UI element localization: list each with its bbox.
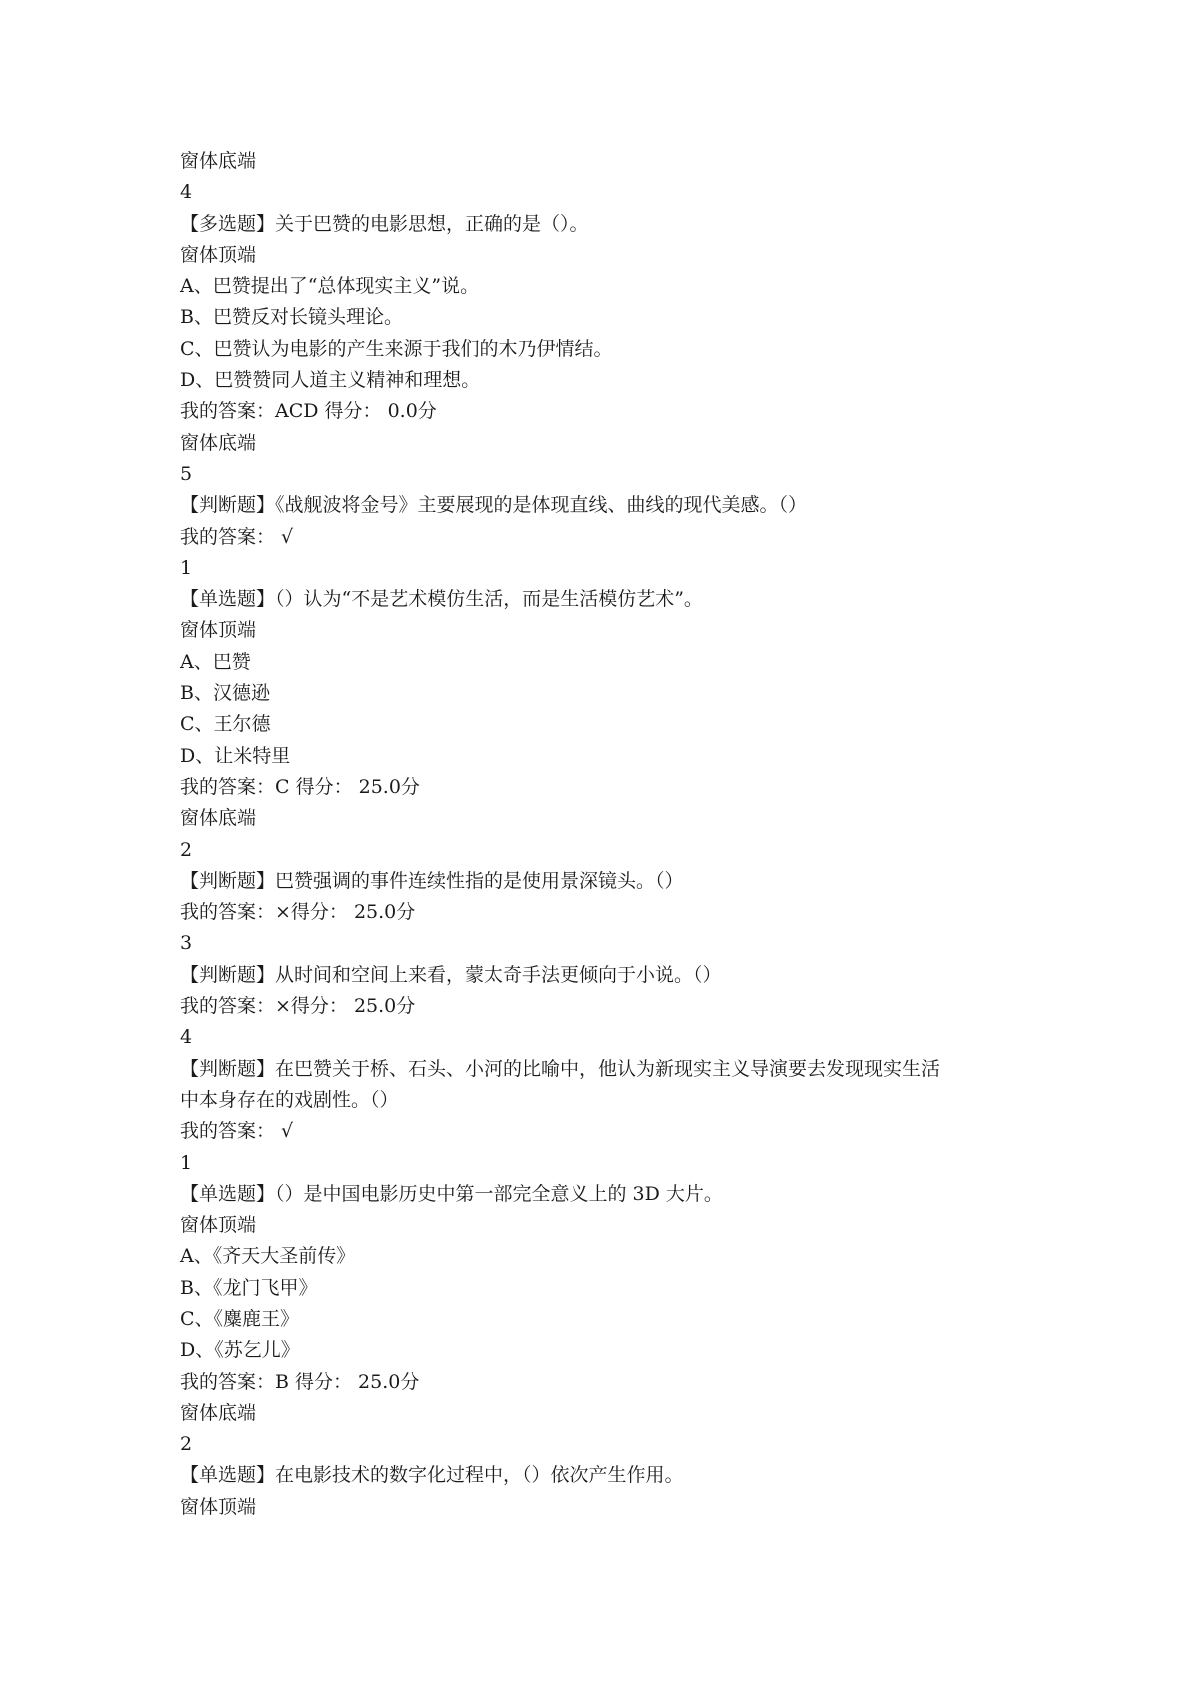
option-d: D、让米特里 (180, 744, 291, 767)
my-answer: 我的答案：B 得分： 25.0分 (180, 1370, 420, 1393)
question-text: 【多选题】关于巴赞的电影思想，正确的是（）。 (180, 212, 589, 235)
my-answer: 我的答案： √ (180, 1120, 294, 1143)
document-body (180, 146, 1040, 1523)
form-bottom-marker: 窗体底端 (180, 431, 257, 454)
my-answer: 我的答案： √ (180, 525, 294, 548)
question-text: 【判断题】在巴赞关于桥、石头、小河的比喻中，他认为新现实主义导演要去发现现实生活 (180, 1057, 941, 1080)
option-a: A、《齐天大圣前传》 (180, 1245, 356, 1268)
form-bottom-marker: 窗体底端 (180, 1401, 257, 1424)
question-number: 2 (180, 1433, 193, 1456)
option-a: A、巴赞提出了“总体现实主义”说。 (180, 275, 480, 298)
my-answer: 我的答案：ACD 得分： 0.0分 (180, 400, 437, 423)
question-text: 【单选题】在电影技术的数字化过程中，（）依次产生作用。 (180, 1464, 684, 1487)
question-text: 【判断题】《战舰波将金号》主要展现的是体现直线、曲线的现代美感。（） (180, 494, 808, 517)
option-b: B、汉德逊 (180, 682, 270, 705)
question-number: 4 (180, 181, 193, 204)
option-c: C、巴赞认为电影的产生来源于我们的木乃伊情结。 (180, 337, 613, 360)
option-b: B、《龙门飞甲》 (180, 1276, 318, 1299)
form-top-marker: 窗体顶端 (180, 1214, 257, 1237)
option-b: B、巴赞反对长镜头理论。 (180, 306, 403, 329)
form-bottom-marker: 窗体底端 (180, 150, 257, 172)
form-top-marker: 窗体顶端 (180, 619, 257, 642)
option-c: C、王尔德 (180, 713, 271, 736)
question-number: 4 (180, 1026, 193, 1049)
my-answer: 我的答案：×得分： 25.0分 (180, 995, 416, 1018)
question-text: 【单选题】（）是中国电影历史中第一部完全意义上的 3D 大片。 (180, 1182, 723, 1205)
question-number: 1 (180, 556, 193, 579)
question-number: 2 (180, 838, 193, 861)
question-number: 3 (180, 932, 193, 955)
option-d: D、《苏乞儿》 (180, 1339, 300, 1362)
question-number: 5 (180, 462, 193, 485)
question-text-continued: 中本身存在的戏剧性。（） (180, 1088, 399, 1111)
my-answer: 我的答案：C 得分： 25.0分 (180, 775, 420, 798)
question-text: 【判断题】从时间和空间上来看，蒙太奇手法更倾向于小说。（） (180, 963, 722, 986)
option-a: A、巴赞 (180, 650, 251, 673)
form-top-marker: 窗体顶端 (180, 1495, 257, 1518)
form-top-marker: 窗体顶端 (180, 243, 257, 266)
question-text: 【单选题】（）认为“不是艺术模仿生活，而是生活模仿艺术”。 (180, 588, 703, 611)
form-bottom-marker: 窗体底端 (180, 807, 257, 830)
option-c: C、《麋鹿王》 (180, 1307, 300, 1330)
question-number: 1 (180, 1151, 193, 1174)
question-text: 【判断题】巴赞强调的事件连续性指的是使用景深镜头。（） (180, 869, 684, 892)
my-answer: 我的答案：×得分： 25.0分 (180, 901, 416, 924)
option-d: D、巴赞赞同人道主义精神和理想。 (180, 369, 481, 392)
